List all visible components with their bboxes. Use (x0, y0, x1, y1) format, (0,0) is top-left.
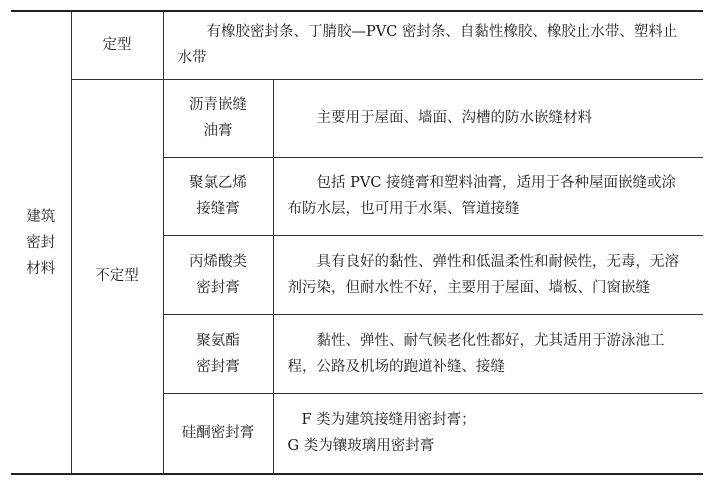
sealing-materials-table (11, 10, 703, 475)
type-label-shaped: 定型 (71, 11, 163, 79)
table-row (11, 79, 703, 157)
description-text: 黏性、弹性、耐气候老化性都好，尤其适用于游泳池工程，公路及机场的跑道补缝、接缝 (287, 332, 665, 375)
material-name-line: 硅酮密封膏 (181, 425, 255, 442)
material-name-line: 聚氯乙烯 (189, 175, 247, 191)
description-text: F 类为建筑接缝用密封膏； (301, 412, 476, 429)
category-label-line: 密封 (26, 234, 56, 251)
category-label-line: 材料 (26, 260, 56, 277)
table-row (11, 11, 703, 79)
material-name-line: 密封膏 (196, 279, 240, 296)
material-description (273, 79, 703, 157)
category-label-line: 建筑 (26, 208, 56, 225)
material-description (273, 393, 703, 474)
description-text: 具有良好的黏性、弹性和低温柔性和耐候性，无毒，无溶剂污染，但耐水性不好，主要用于屋面、墙板、门窗嵌缝 (287, 253, 679, 296)
material-name-line: 密封膏 (196, 358, 240, 375)
type-label-unshaped: 不定型 (71, 79, 163, 474)
material-name-cell (163, 235, 273, 314)
material-description (273, 157, 703, 235)
material-name-line: 聚氨酯 (196, 332, 240, 349)
description-text: 有橡胶密封条、丁腈胶—PVC 密封条、自黏性橡胶、橡胶止水带、塑料止水带 (177, 24, 678, 67)
material-name-cell (163, 393, 273, 474)
material-name-line: 丙烯酸类 (189, 253, 247, 270)
material-name-line: 油膏 (203, 123, 233, 139)
material-name-cell (163, 314, 273, 393)
material-name-cell (163, 157, 273, 235)
material-name-line: 接缝膏 (196, 201, 240, 217)
description-text: G 类为镶玻璃用密封膏 (287, 438, 435, 455)
description-text: 包括 PVC 接缝膏和塑料油膏，适用于各种屋面嵌缝或涂布防水层，也可用于水渠、管道接缝 (287, 175, 677, 217)
material-description (273, 314, 703, 393)
category-cell (11, 11, 71, 474)
shaped-description (163, 11, 703, 79)
material-name-cell (163, 79, 273, 157)
material-name-line: 沥青嵌缝 (189, 97, 247, 113)
material-description (273, 235, 703, 314)
description-text: 主要用于屋面、墙面、沟槽的防水嵌缝材料 (316, 110, 592, 126)
